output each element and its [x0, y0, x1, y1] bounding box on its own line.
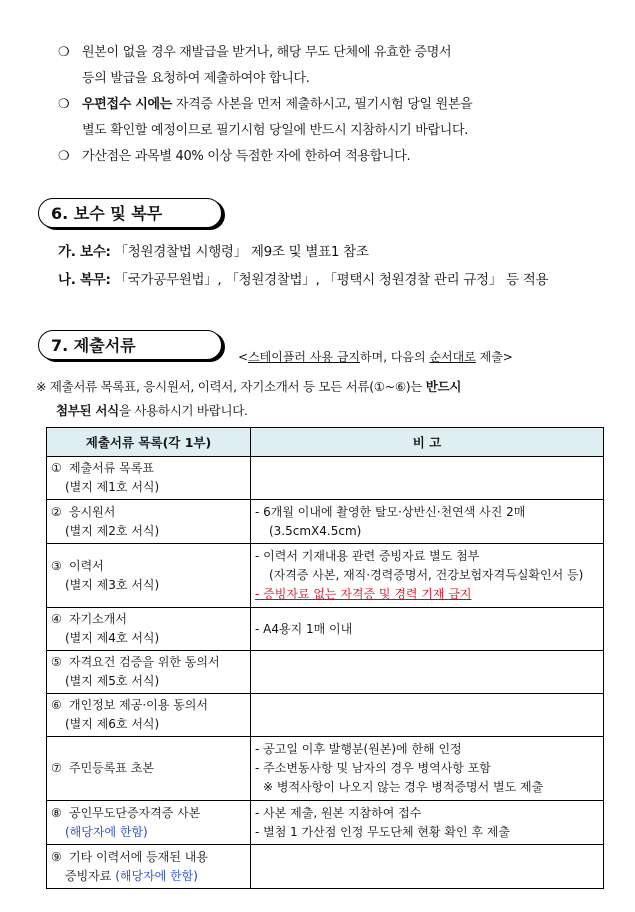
section-7-title: 7. 제출서류	[38, 330, 222, 360]
table-row: ⑧ 공인무도단증자격증 사본 (해당자에 한함) - 사본 제출, 원본 지참하여 접수 - 별첨 1 가산점 인정 무도단체 현황 확인 후 제출	[47, 801, 604, 845]
table-row: ⑥ 개인정보 제공·이용 동의서 (별지 제6호 서식)	[47, 694, 604, 737]
duty-text: 「국가공무원법」, 「청원경찰법」, 「평택시 청원경찰 관리 규정」 등 적용	[110, 272, 549, 288]
table-row: ② 응시원서 (별지 제2호 서식) - 6개월 이내에 촬영한 탈모·상반신·천연색 사진 2매 (3.5cmX4.5cm)	[47, 500, 604, 544]
bullet-line: 원본이 없을 경우 재발급을 받거나, 해당 무도 단체에 유효한 증명서	[82, 45, 452, 60]
pay-text: 「청원경찰법 시행령」 제9조 및 별표1 참조	[110, 244, 369, 260]
section6-line	[58, 268, 548, 292]
table-row: ⑦ 주민등록표 초본 - 공고일 이후 발행분(원본)에 한해 인정 - 주소변동사항 및 남자의 경우 병역사항 포함 ※ 병적사항이 나오지 않는 경우 병적증명서 별도 제출	[47, 737, 604, 801]
table-row: ⑨ 기타 이력서에 등재된 내용 증빙자료 (해당자에 한함)	[47, 845, 604, 889]
duty-prefix: 나. 복무:	[58, 272, 111, 288]
table-row: ① 제출서류 목록표 (별지 제1호 서식)	[47, 457, 604, 500]
bullet-item	[58, 40, 618, 92]
table-row: ④ 자기소개서 (별지 제4호 서식) - A4용지 1매 이내	[47, 608, 604, 651]
pay-prefix: 가. 보수:	[58, 244, 111, 260]
bullet-item	[58, 144, 618, 170]
section-6-title: 6. 보수 및 복무	[38, 198, 222, 228]
bullet-bold: 우편접수 시에는	[82, 97, 173, 112]
circle-bullet-icon: ❍	[58, 97, 70, 112]
circle-bullet-icon: ❍	[58, 149, 70, 164]
section6-line	[58, 240, 369, 264]
remark: ※ 제출서류 목록표, 응시원서, 이력서, 자기소개서 등 모든 서류(①~⑥)는 반드시 첨부된 서식을 사용하시기 바랍니다.	[36, 379, 462, 418]
table-row: ③ 이력서 (별지 제3호 서식) - 이력서 기재내용 관련 증빙자료 별도 첨부 (자격증 사본, 재직·경력증명서, 건강보험자격득실확인서 등) - 증빙자료 없는 자격증 및 경력 기재 금지	[47, 544, 604, 608]
bullet-line: 가산점은 과목별 40% 이상 득점한 자에 한하여 적용합니다.	[82, 149, 411, 164]
bullet-line: 자격증 사본을 먼저 제출하시고, 필기시험 당일 원본을	[172, 97, 473, 112]
bullet-line: 등의 발급을 요청하여 제출하여야 합니다.	[82, 71, 310, 86]
circle-bullet-icon: ❍	[58, 45, 70, 60]
bullet-item	[58, 92, 618, 144]
table-row: ⑤ 자격요건 검증을 위한 동의서 (별지 제5호 서식)	[47, 651, 604, 694]
bullet-line: 별도 확인할 예정이므로 필기시험 당일에 반드시 지참하시기 바랍니다.	[82, 123, 469, 138]
documents-table	[46, 427, 604, 889]
table-header: 제출서류 목록(각 1부)	[47, 428, 251, 457]
table-header: 비 고	[251, 428, 604, 457]
submission-note: <스테이플러 사용 금지하며, 다음의 순서대로 제출>	[238, 350, 513, 364]
